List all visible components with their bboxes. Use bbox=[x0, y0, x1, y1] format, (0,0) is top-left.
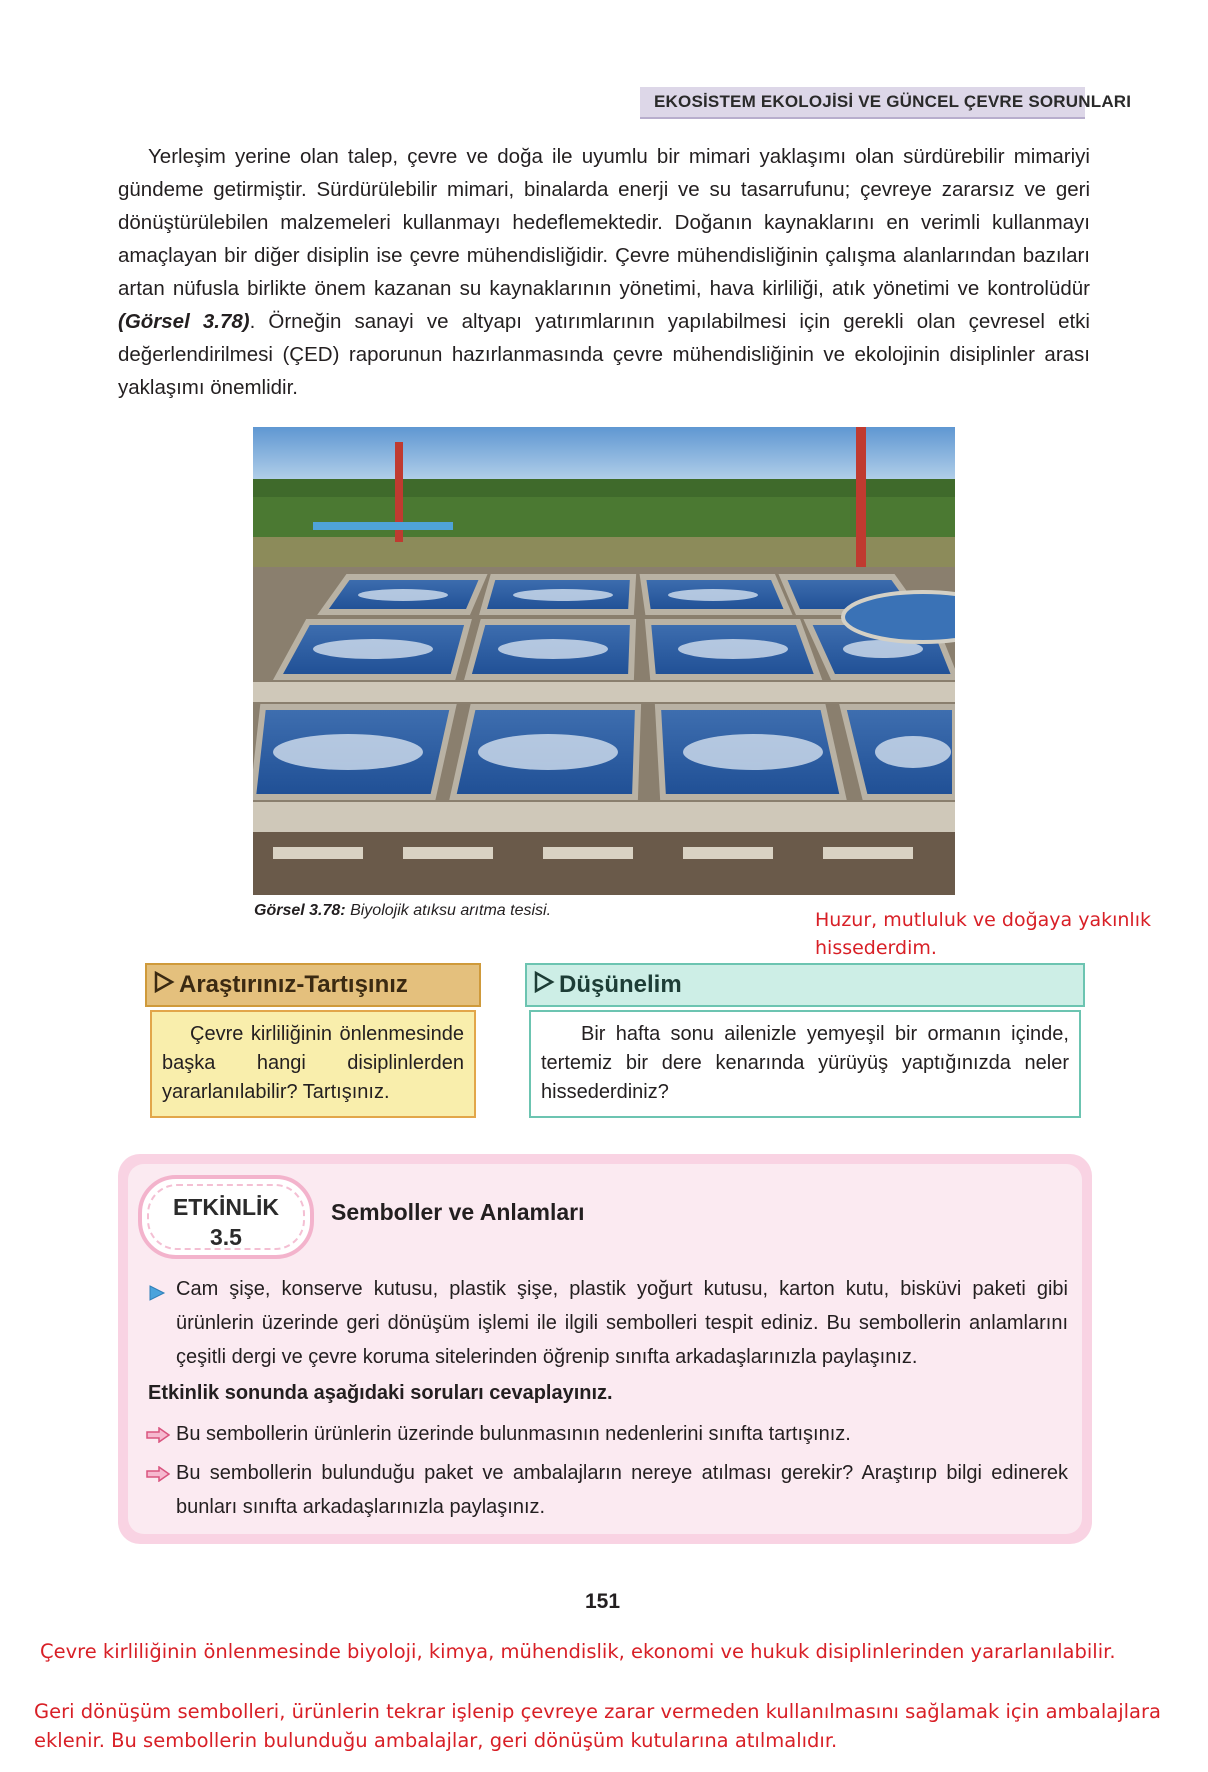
chapter-title: EKOSİSTEM EKOLOJİSİ VE GÜNCEL ÇEVRE SORUNLARI bbox=[654, 92, 1132, 111]
triangle-bullet-icon bbox=[148, 1284, 166, 1307]
paragraph-part-1: Yerleşim yerine olan talep, çevre ve doğa ile uyumlu bir mimari yaklaşımı olan sürdürebilir mimariyi gündeme getirmiştir. Sürdürülebilir mimari, binalarda enerji ve su tasarrufunu; çevreye zararsız ve geri dönüştürülebilen malzemeleri kullanmayı hedeflemektedir. Doğanın kaynaklarını en verimli kullanmayı amaçlayan bir diğer disiplin ise çevre mühendisliğidir. Çevre mühendisliğinin çalışma alanlarından bazıları artan nüfusla birlikte önem kazanan su kaynaklarının yönetimi, hava kirliliği, atık yönetimi ve kontrolüdür bbox=[118, 145, 1090, 300]
activity-question-1: Bu sembollerin ürünlerin üzerinde bulunmasının nedenlerini sınıfta tartışınız. bbox=[176, 1423, 851, 1445]
activity-title: Semboller ve Anlamları bbox=[331, 1199, 585, 1225]
play-triangle-icon bbox=[153, 971, 175, 1000]
page-number: 151 bbox=[585, 1590, 621, 1613]
figure-caption bbox=[254, 902, 551, 920]
research-box-title-text: Araştırınız-Tartışınız bbox=[179, 971, 408, 998]
treatment-plant-photo bbox=[253, 427, 955, 895]
paragraph-part-2: . Örneğin sanayi ve altyapı yatırımlarının yapılabilmesi için gerekli olan çevresel etki değerlendirilmesi (ÇED) raporunun hazırlanmasında çevre mühendisliğinin ve ekolojinin disiplinler arası yaklaşımı önemlidir. bbox=[118, 310, 1090, 399]
arrow-bullet-icon bbox=[146, 1427, 170, 1448]
research-box-body: Çevre kirliliğinin önlenmesinde başka hangi disiplinlerden yararlanılabilir? Tartışınız. bbox=[150, 1010, 476, 1118]
figure-caption-text: Biyolojik atıksu arıtma tesisi. bbox=[350, 902, 552, 919]
activity-question-2: Bu sembollerin bulunduğu paket ve ambalajların nereye atılması gerekir? Araştırıp bilgi edinerek bunları sınıfta arkadaşlarınızla paylaşınız. bbox=[176, 1462, 1068, 1518]
treatment-plant-illustration bbox=[253, 427, 955, 895]
figure-label: Görsel 3.78: bbox=[254, 902, 346, 919]
think-box-title bbox=[525, 963, 1085, 1007]
answer-note-symbols: Geri dönüşüm sembolleri, ürünlerin tekrar işlenip çevreye zarar vermeden kullanılmasını sağlamak için ambalajlara eklenir. Bu sembollerin bulunduğu ambalajlar, geri dönüşüm kutularına atılmalıdır. bbox=[34, 1700, 1161, 1752]
activity-label bbox=[138, 1192, 314, 1252]
think-box-title-text: Düşünelim bbox=[559, 971, 682, 998]
activity-question-intro: Etkinlik sonunda aşağıdaki soruları cevaplayınız. bbox=[148, 1382, 613, 1404]
activity-instruction: Cam şişe, konserve kutusu, plastik şişe, plastik yoğurt kutusu, karton kutu, bisküvi paketi gibi ürünlerin üzerinde geri dönüşüm işlemi ile ilgili sembolleri tespit ediniz. Bu sembollerin anlamlarını çeşitli dergi ve çevre koruma sitelerinden öğrenip sınıfta arkadaşlarınızla paylaşınız. bbox=[176, 1278, 1068, 1368]
activity-label-word: ETKİNLİK bbox=[172, 1194, 280, 1220]
activity-label-number: 3.5 bbox=[210, 1224, 242, 1250]
arrow-bullet-icon bbox=[146, 1466, 170, 1487]
figure-reference: (Görsel 3.78) bbox=[118, 310, 250, 333]
play-triangle-icon bbox=[533, 971, 555, 1000]
answer-note-disciplines: Çevre kirliliğinin önlenmesinde biyoloji, kimya, mühendislik, ekonomi ve hukuk disiplinlerinden yararlanılabilir. bbox=[40, 1640, 1116, 1663]
answer-note-feeling: Huzur, mutluluk ve doğaya yakınlık hissederdim. bbox=[815, 909, 1151, 959]
research-box-title bbox=[145, 963, 481, 1007]
think-box-body: Bir hafta sonu ailenizle yemyeşil bir ormanın içinde, tertemiz bir dere kenarında yürüyüş yaptığınızda neler hissederdiniz? bbox=[529, 1010, 1081, 1118]
body-paragraph bbox=[118, 140, 1090, 404]
